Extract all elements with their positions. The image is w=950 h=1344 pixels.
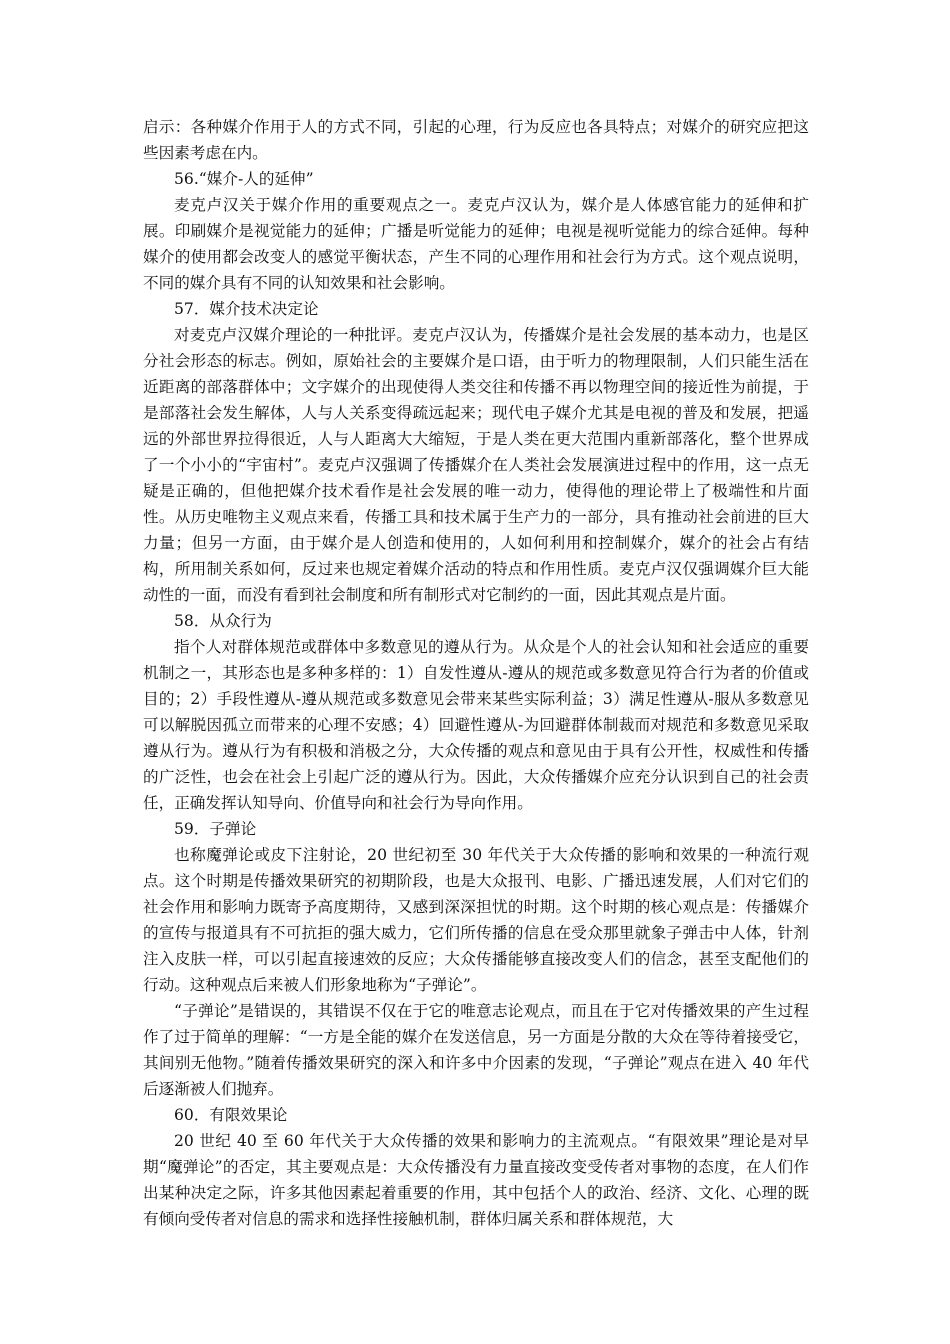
paragraph: 20 世纪 40 至 60 年代关于大众传播的效果和影响力的主流观点。“有限效果”理论是对早期“魔弹论”的否定，其主要观点是：大众传播没有力量直接改变受传者对事物的态度，在人们作出某种决定之际，许多其他因素起着重要的作用，其中包括个人的政治、经济、文化、心理的既有倾向受传者对信息的需求和选择性接触机制，群体归属关系和群体规范，大: [143, 1132, 809, 1228]
section-heading: 59．子弹论: [174, 820, 257, 838]
section-heading: 57．媒介技术决定论: [174, 300, 319, 318]
paragraph: 启示：各种媒介作用于人的方式不同，引起的心理，行为反应也各具特点；对媒介的研究应把这些因素考虑在内。: [143, 118, 809, 162]
section-heading: 56.“媒介-人的延伸”: [174, 170, 314, 188]
paragraph: 也称魔弹论或皮下注射论，20 世纪初至 30 年代关于大众传播的影响和效果的一种流行观点。这个时期是传播效果研究的初期阶段，也是大众报刊、电影、广播迅速发展，人们对它们的社会作用和影响力既寄予高度期待，又感到深深担忧的时期。这个时期的核心观点是：传播媒介的宣传与报道具有不可抗拒的强大威力，它们所传播的信息在受众那里就象子弹击中人体，针剂注入皮肤一样，可以引起直接速效的反应；大众传播能够直接改变人们的信念，甚至支配他们的行动。这种观点后来被人们形象地称为“子弹论”。: [143, 846, 809, 994]
document-page: [143, 114, 809, 1232]
section-heading: 60．有限效果论: [174, 1106, 288, 1124]
section-heading: 58．从众行为: [174, 612, 272, 630]
paragraph: “子弹论”是错误的，其错误不仅在于它的唯意志论观点，而且在于它对传播效果的产生过程作了过于简单的理解：“一方是全能的媒介在发送信息，另一方面是分散的大众在等待着接受它，其间别无他物。”随着传播效果研究的深入和许多中介因素的发现，“子弹论”观点在进入 40 年代后逐渐被人们抛弃。: [143, 1002, 809, 1098]
paragraph: 指个人对群体规范或群体中多数意见的遵从行为。从众是个人的社会认知和社会适应的重要机制之一，其形态也是多种多样的：1）自发性遵从-遵从的规范或多数意见符合行为者的价值或目的；2）手段性遵从-遵从规范或多数意见会带来某些实际利益；3）满足性遵从-服从多数意见可以解脱因孤立而带来的心理不安感；4）回避性遵从-为回避群体制裁而对规范和多数意见采取遵从行为。遵从行为有积极和消极之分，大众传播的观点和意见由于具有公开性，权威性和传播的广泛性，也会在社会上引起广泛的遵从行为。因此，大众传播媒介应充分认识到自己的社会责任，正确发挥认知导向、价值导向和社会行为导向作用。: [143, 638, 809, 812]
paragraph: 麦克卢汉关于媒介作用的重要观点之一。麦克卢汉认为，媒介是人体感官能力的延伸和扩展。印刷媒介是视觉能力的延伸；广播是听觉能力的延伸；电视是视听觉能力的综合延伸。每种媒介的使用都会改变人的感觉平衡状态，产生不同的心理作用和社会行为方式。这个观点说明，不同的媒介具有不同的认知效果和社会影响。: [143, 196, 809, 292]
paragraph: 对麦克卢汉媒介理论的一种批评。麦克卢汉认为，传播媒介是社会发展的基本动力，也是区分社会形态的标志。例如，原始社会的主要媒介是口语，由于听力的物理限制，人们只能生活在近距离的部落群体中；文字媒介的出现使得人类交往和传播不再以物理空间的接近性为前提，于是部落社会发生解体，人与人关系变得疏远起来；现代电子媒介尤其是电视的普及和发展，把遥远的外部世界拉得很近，人与人距离大大缩短，于是人类在更大范围内重新部落化，整个世界成了一个小小的“宇宙村”。麦克卢汉强调了传播媒介在人类社会发展演进过程中的作用，这一点无疑是正确的，但他把媒介技术看作是社会发展的唯一动力，使得他的理论带上了极端性和片面性。从历史唯物主义观点来看，传播工具和技术属于生产力的一部分，具有推动社会前进的巨大力量；但另一方面，由于媒介是人创造和使用的，人如何利用和控制媒介，媒介的社会占有结构，所用制关系如何，反过来也规定着媒介活动的特点和作用性质。麦克卢汉仅强调媒介巨大能动性的一面，而没有看到社会制度和所有制形式对它制约的一面，因此其观点是片面。: [143, 326, 809, 604]
